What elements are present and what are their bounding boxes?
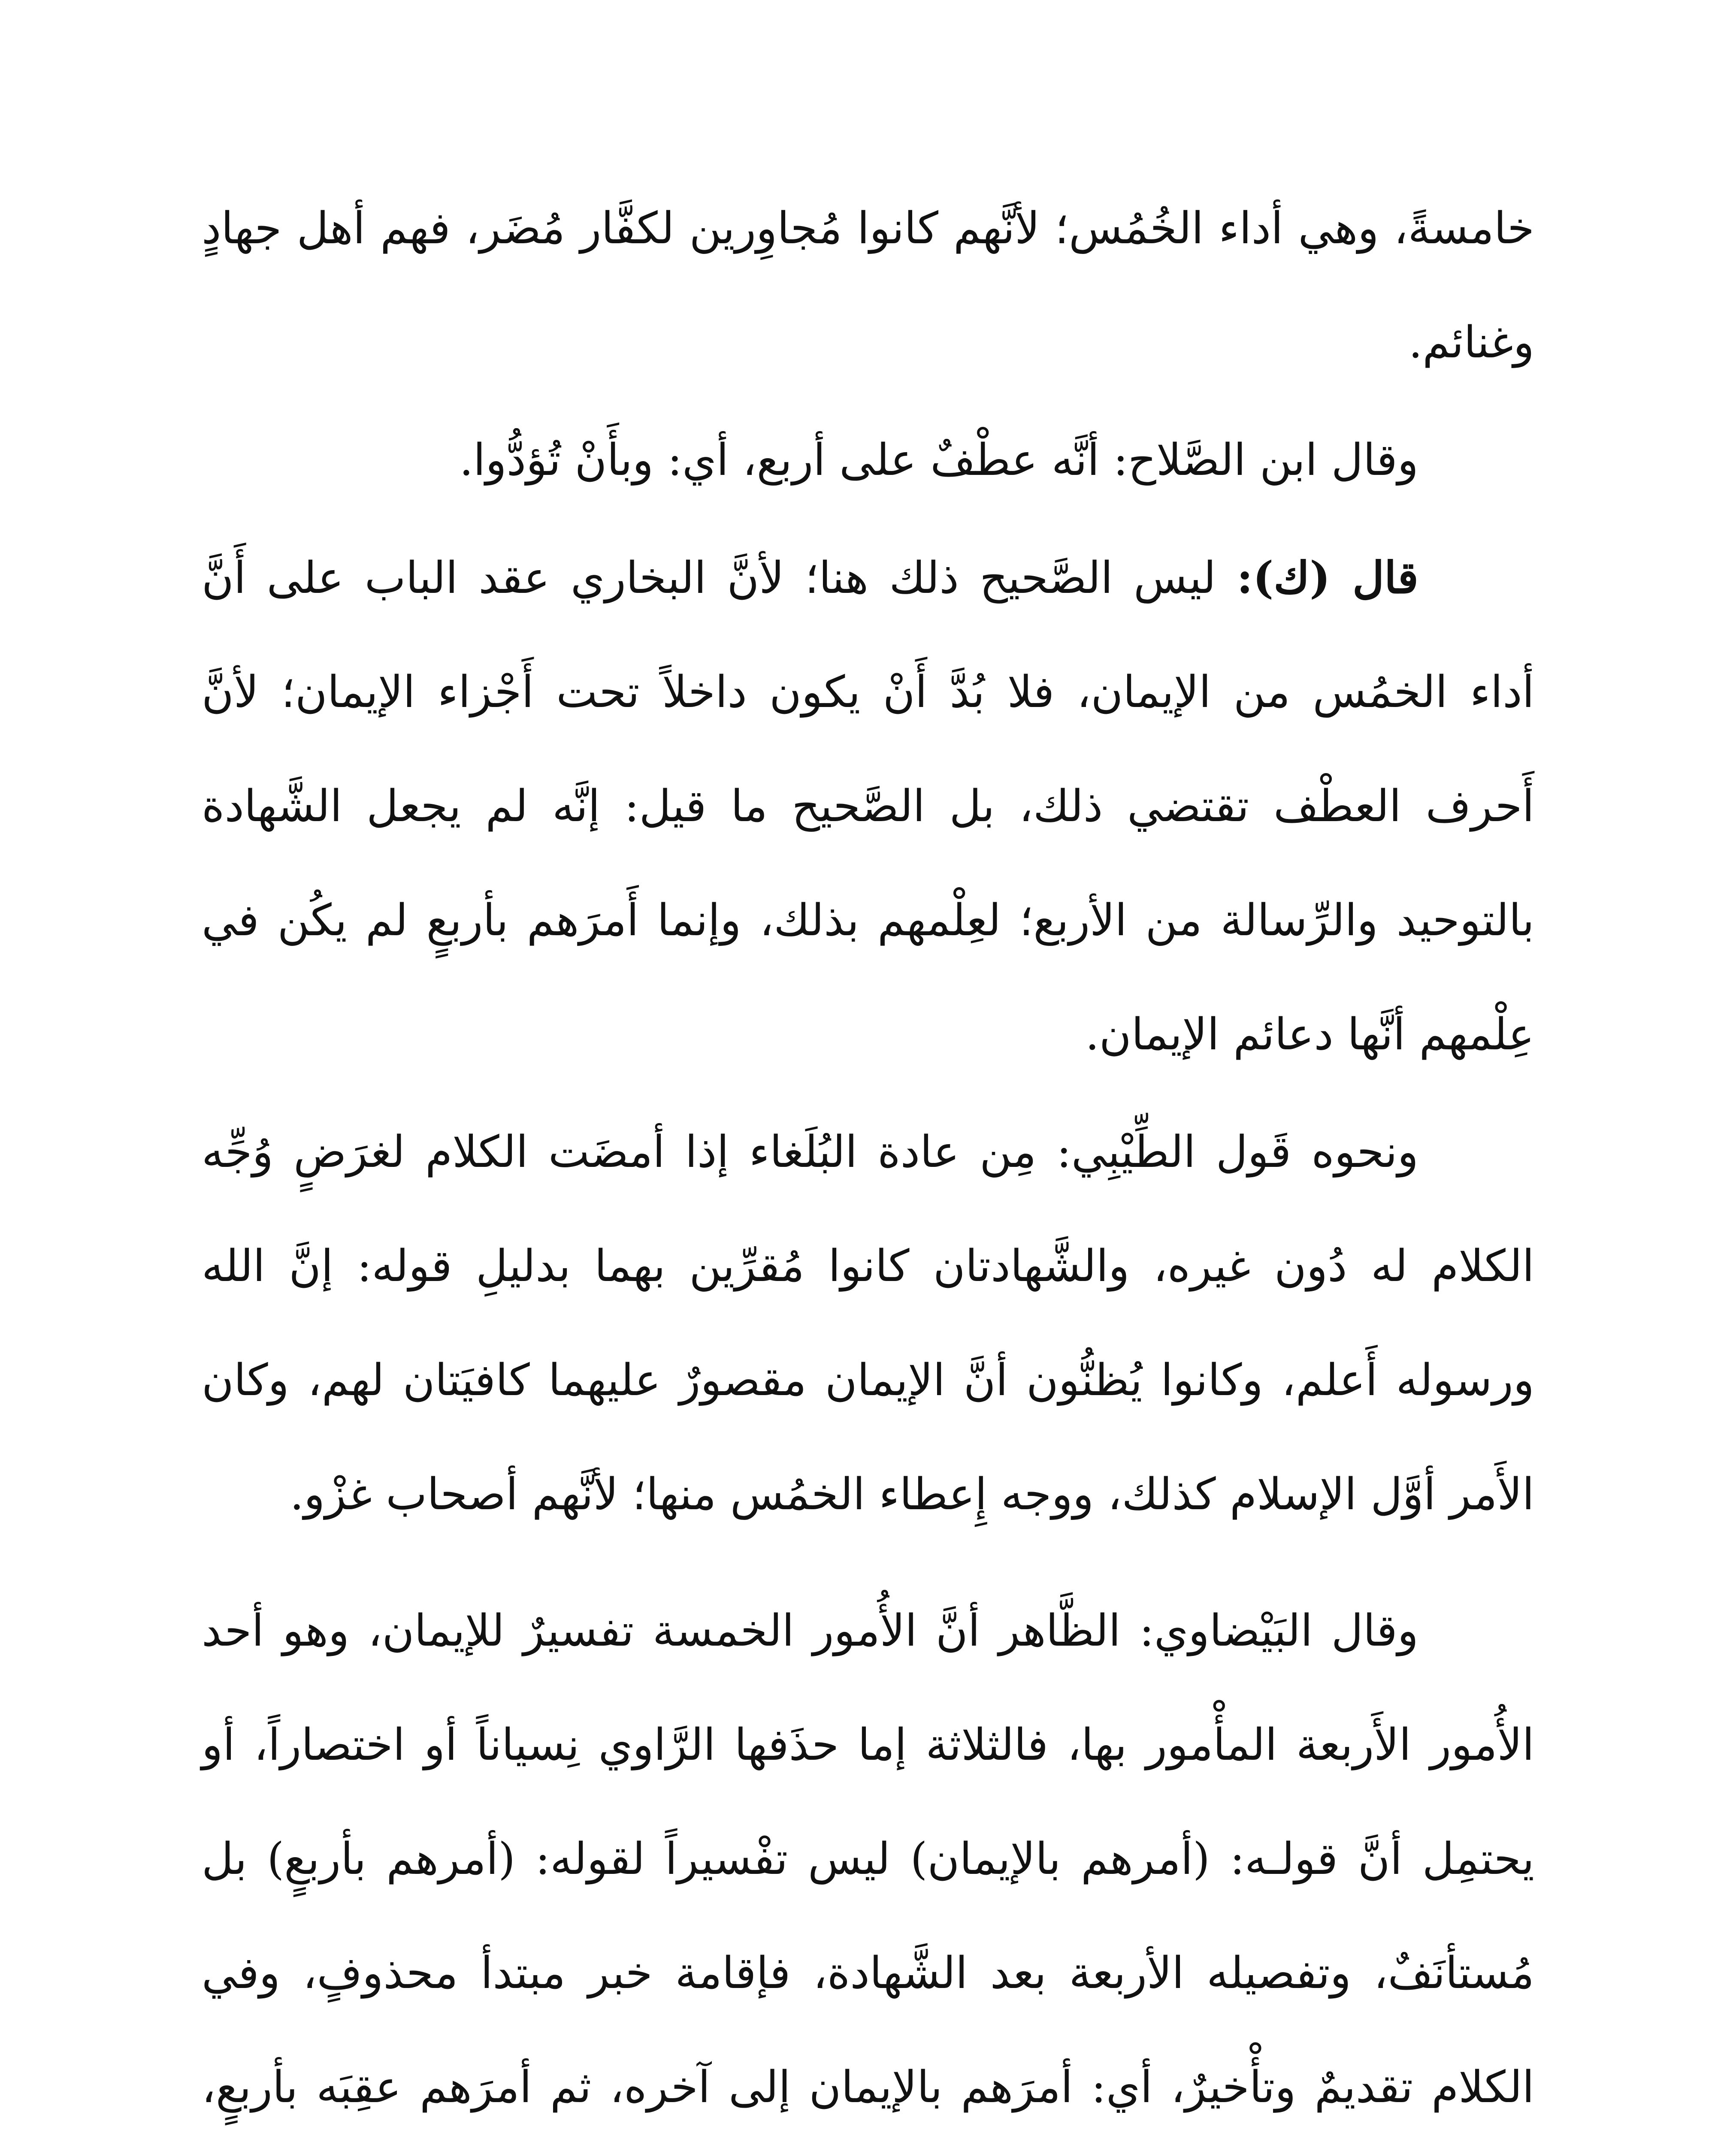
paragraph-4-text: ونحوه قَول الطِّيْبِي: مِن عادة البُلَغاء إذا أمضَت الكلام لغرَضٍ وُجِّه الكلام له دُون غيره، والشَّهادتان كانوا مُقرِّين بهما بدليلِ قوله: إنَّ الله ورسوله أَعلم، وكانوا يُظنُّون أنَّ الإيمان مقصورٌ عليهما كافيَتان لهم، وكان الأَمر أوَّل الإسلام كذلك، ووجه إِعطاء الخمُس منها؛ لأنَّهم أصحاب غزْو. bbox=[202, 1127, 1534, 1520]
paragraph-1 bbox=[202, 172, 1534, 400]
paragraph-5-text: وقال البَيْضاوي: الظَّاهر أنَّ الأُمور الخمسة تفسيرٌ للإيمان، وهو أحد الأُمور الأَربعة المأْمور بها، فالثلاثة إما حذَفها الرَّاوي نِسياناً أو اختصاراً، أو يحتمِل أنَّ قولـه: (أمرهم بالإيمان) ليس تفْسيراً لقوله: (أمرهم بأربعٍ) بل مُستأنَفٌ، وتفصيله الأربعة بعد الشَّهادة، فإقامة خبر مبتدأ محذوفٍ، وفي الكلام تقديمٌ وتأْخيرٌ، أي: أمرَهم بالإيمان إلى آخره، ثم أمرَهم عقِبَه بأربعٍ، bbox=[202, 1605, 1534, 2113]
paragraph-2-text: وقال ابن الصَّلاح: أنَّه عطْفٌ على أربع، أي: وبأَنْ تُؤدُّوا. bbox=[459, 435, 1418, 486]
paragraph-3-text: ليس الصَّحيح ذلك هنا؛ لأنَّ البخاري عقد الباب على أَنَّ أداء الخمُس من الإيمان، فلا بُدَّ أَنْ يكون داخلاً تحت أَجْزاء الإيمان؛ لأنَّ أَحرف العطْف تقتضي ذلك، بل الصَّحيح ما قيل: إنَّه لم يجعل الشَّهادة بالتوحيد والرِّسالة من الأربع؛ لعِلْمهم بذلك، وإنما أَمرَهم بأربعٍ لم يكُن في عِلْمهم أنَّها دعائم الإيمان. bbox=[202, 553, 1534, 1060]
page-body bbox=[202, 172, 1534, 2145]
paragraph-3-lead: قال (ك): bbox=[1237, 552, 1418, 604]
paragraph-3 bbox=[202, 521, 1534, 1092]
paragraph-5 bbox=[202, 1574, 1534, 2145]
paragraph-1-text: خامسةً، وهي أداء الخُمُس؛ لأنَّهم كانوا مُجاوِرين لكفَّار مُضَر، فهم أهل جهادٍ وغنائم. bbox=[202, 203, 1534, 368]
paragraph-4 bbox=[202, 1095, 1534, 1552]
paragraph-2 bbox=[202, 403, 1534, 517]
